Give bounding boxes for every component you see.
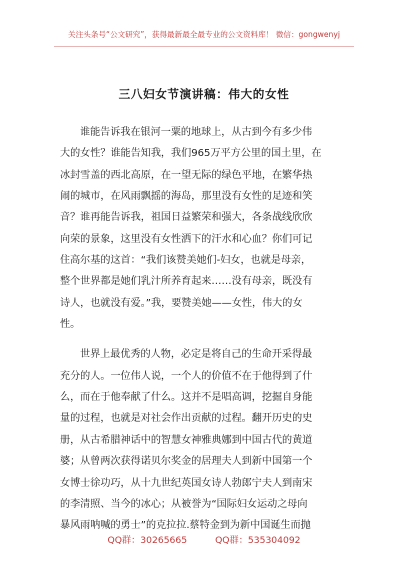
text-line: 谁能告诉我在银河一粟的地球上，从古到今有多少伟 <box>80 127 313 138</box>
paragraph-2 <box>60 344 350 536</box>
paragraph-gap <box>60 335 350 344</box>
text-line: 大的女性？谁能告知我，我们965万平方公里的国土里，在 <box>60 148 322 160</box>
text-line: 充分的人。一位伟人说，一个人的价值不在于他得到了什 <box>60 370 313 382</box>
text-line: 册，从古希腊神话中的智慧女神雅典娜到中国古代的黄道 <box>60 434 313 446</box>
text-line: 冰封雪盖的西北高原，在一望无际的绿色平地，在繁华热 <box>60 169 313 181</box>
document-title: 三八妇女节演讲稿：伟大的女性 <box>118 87 290 101</box>
header-promo-text: 关注头条号“公文研究”，获得最新最全最专业的公文资料库！ 微信：gongwenyj <box>68 30 340 39</box>
text-line: 向荣的景象，这里没有女性洒下的汗水和心血？你们可记 <box>60 233 313 245</box>
text-line: 的李清照、当今的冰心；从被誉为“国际妇女运动之母向 <box>60 498 308 510</box>
qq-group-2: QQ群：535304092 <box>215 535 301 546</box>
text-line: 音？谁再能告诉我，祖国日益繁荣和强大，各条战线欣欣 <box>60 212 313 224</box>
text-line: 量的过程，也就是对社会作出贡献的过程。翻开历史的史 <box>60 413 313 425</box>
text-line: 暴风雨呐喊的勇士”的克拉拉.蔡特金到为新中国诞生而抛 <box>60 520 311 532</box>
text-line: 整个世界都是她们乳汁所养育起来……没有母亲，既没有 <box>60 276 313 288</box>
header-divider <box>54 46 354 47</box>
text-line: 世界上最优秀的人物，必定是将自己的生命开采得最 <box>80 349 313 361</box>
footer-contact <box>0 532 408 546</box>
qq-group-1: QQ群：30265665 <box>107 535 188 546</box>
text-line: 婆；从曾两次获得诺贝尔奖金的居理夫人到新中国第一个 <box>60 456 313 468</box>
text-line: 诗人，也就没有爱。”我，要赞美她——女性，伟大的女 <box>60 297 303 309</box>
text-line: 么，而在于他奉献了什么。这并不是唱高调，挖掘自身能 <box>60 392 313 404</box>
document-body <box>60 122 350 537</box>
paragraph-1 <box>60 122 350 335</box>
text-line: 性。 <box>60 319 81 331</box>
text-line: 女博士徐功巧，从十九世纪英国女诗人勃郎宁夫人到南宋 <box>60 477 313 489</box>
text-line: 住高尔基的这首：“我们该赞美她们-妇女，也就是母亲， <box>60 255 312 267</box>
text-line: 闹的城市，在风雨飘摇的海岛，那里没有女性的足迹和笑 <box>60 191 313 203</box>
